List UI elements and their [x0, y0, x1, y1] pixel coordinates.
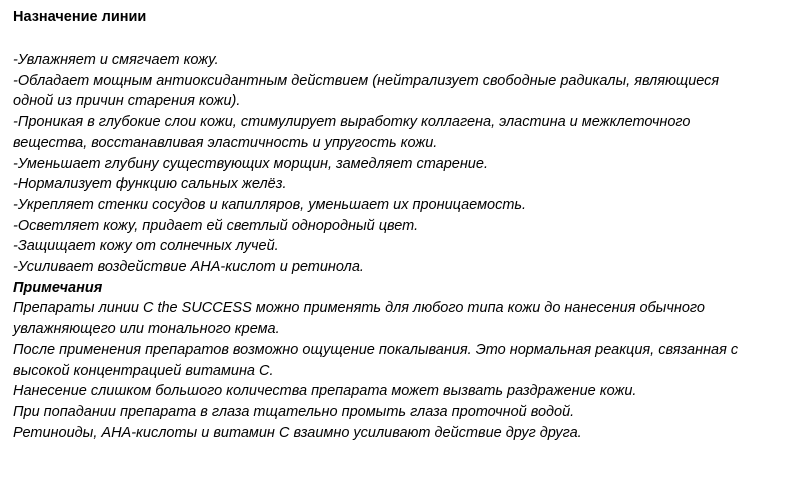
properties-list	[13, 50, 758, 278]
note-item-eyes: При попадании препарата в глаза тщательно промыть глаза проточной водой.	[13, 403, 575, 420]
property-item-sebaceous: -Нормализует функцию сальных желёз.	[13, 176, 287, 193]
property-item-sun-protection: -Защищает кожу от солнечных лучей.	[13, 238, 279, 255]
note-item-synergy: Ретиноиды, АНА-кислоты и витамин С взаимно усиливают действие друг друга.	[13, 424, 582, 441]
property-item-collagen: -Проникая в глубокие слои кожи, стимулирует выработку коллагена, эластина и межклеточного вещества, восстанавливая эластичность и упругость кожи.	[13, 114, 691, 151]
notes-heading: Примечания	[13, 279, 103, 296]
section-heading: Назначение линии	[13, 9, 147, 25]
note-item-usage: Препараты линии C the SUCCESS можно применять для любого типа кожи до нанесения обычного увлажняющего или тонального крема.	[13, 300, 705, 338]
notes-list	[13, 298, 758, 443]
property-item-brighten: -Осветляет кожу, придает ей светлый однородный цвет.	[13, 217, 419, 234]
property-item-moisturize: -Увлажняет и смягчает кожу.	[13, 52, 219, 68]
property-item-vessels: -Укрепляет стенки сосудов и капилляров, уменьшает их проницаемость.	[13, 196, 527, 213]
note-item-tingling: После применения препаратов возможно ощущение покалывания. Это нормальная реакция, связанная с высокой концентрацией витамина С.	[13, 341, 739, 379]
blank-line	[13, 26, 758, 50]
property-item-antioxidant: -Обладает мощным антиоксидантным действием (нейтрализует свободные радикалы, являющиеся одной из причин старения кожи).	[13, 72, 720, 110]
note-item-irritation: Нанесение слишком большого количества препарата может вызвать раздражение кожи.	[13, 383, 637, 400]
property-item-wrinkles: -Уменьшает глубину существующих морщин, замедляет старение.	[13, 155, 488, 172]
property-item-aha-retinol: -Усиливает воздействие АНА-кислот и ретинола.	[13, 259, 364, 276]
